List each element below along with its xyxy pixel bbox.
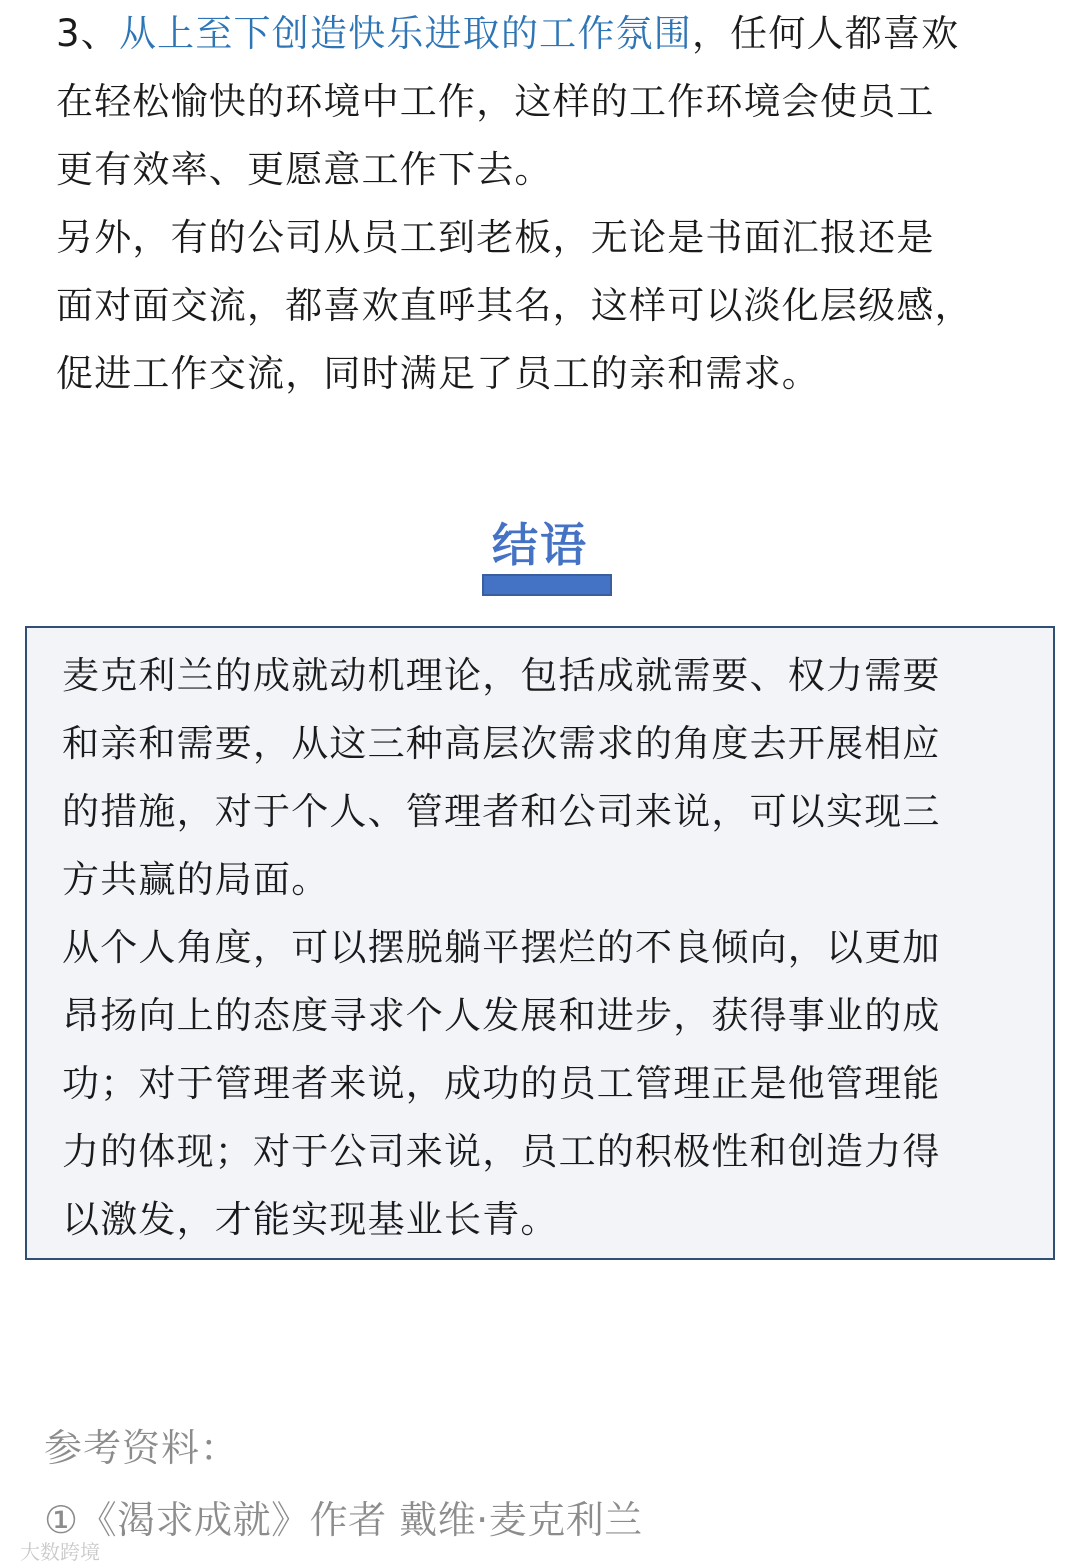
intro-line: 在轻松愉快的环境中工作，这样的工作环境会使员工 <box>56 80 935 123</box>
intro-line: 促进工作交流，同时满足了员工的亲和需求。 <box>56 352 820 395</box>
intro-line: 更有效率、更愿意工作下去。 <box>56 148 553 191</box>
conclusion-line: 的措施，对于个人、管理者和公司来说，可以实现三 <box>62 790 941 833</box>
conclusion-line: 昂扬向上的态度寻求个人发展和进步，获得事业的成 <box>62 994 941 1037</box>
conclusion-line: 和亲和需要，从这三种高层次需求的角度去开展相应 <box>62 722 941 765</box>
conclusion-paragraph <box>62 642 1032 1254</box>
conclusion-line: 功；对于管理者来说，成功的员工管理正是他管理能 <box>62 1062 941 1105</box>
references-label: 参考资料： <box>44 1426 240 1470</box>
intro-line: 另外，有的公司从员工到老板，无论是书面汇报还是 <box>56 216 935 259</box>
intro-line <box>56 0 1046 68</box>
conclusion-line: 从个人角度，可以摆脱躺平摆烂的不良倾向，以更加 <box>62 926 941 969</box>
intro-paragraph <box>56 0 1046 408</box>
intro-line: 面对面交流，都喜欢直呼其名，这样可以淡化层级感， <box>56 284 973 327</box>
conclusion-line: 力的体现；对于公司来说，员工的积极性和创造力得 <box>62 1130 941 1173</box>
conclusion-line: 麦克利兰的成就动机理论，包括成就需要、权力需要 <box>62 654 941 697</box>
conclusion-line: 以激发，才能实现基业长青。 <box>62 1198 559 1241</box>
highlighted-heading: 从上至下创造快乐进取的工作氛围 <box>118 12 692 55</box>
conclusion-box <box>25 626 1055 1260</box>
reference-item: ①《渴求成就》作者 戴维·麦克利兰 <box>44 1498 643 1542</box>
section-title: 结语 <box>492 518 588 572</box>
watermark-text: 大数跨境 <box>20 1540 100 1564</box>
conclusion-line: 方共赢的局面。 <box>62 858 330 901</box>
intro-line-text: ，任何人都喜欢 <box>691 12 960 55</box>
list-number: 3、 <box>56 12 119 55</box>
title-underline-bar <box>482 574 612 596</box>
